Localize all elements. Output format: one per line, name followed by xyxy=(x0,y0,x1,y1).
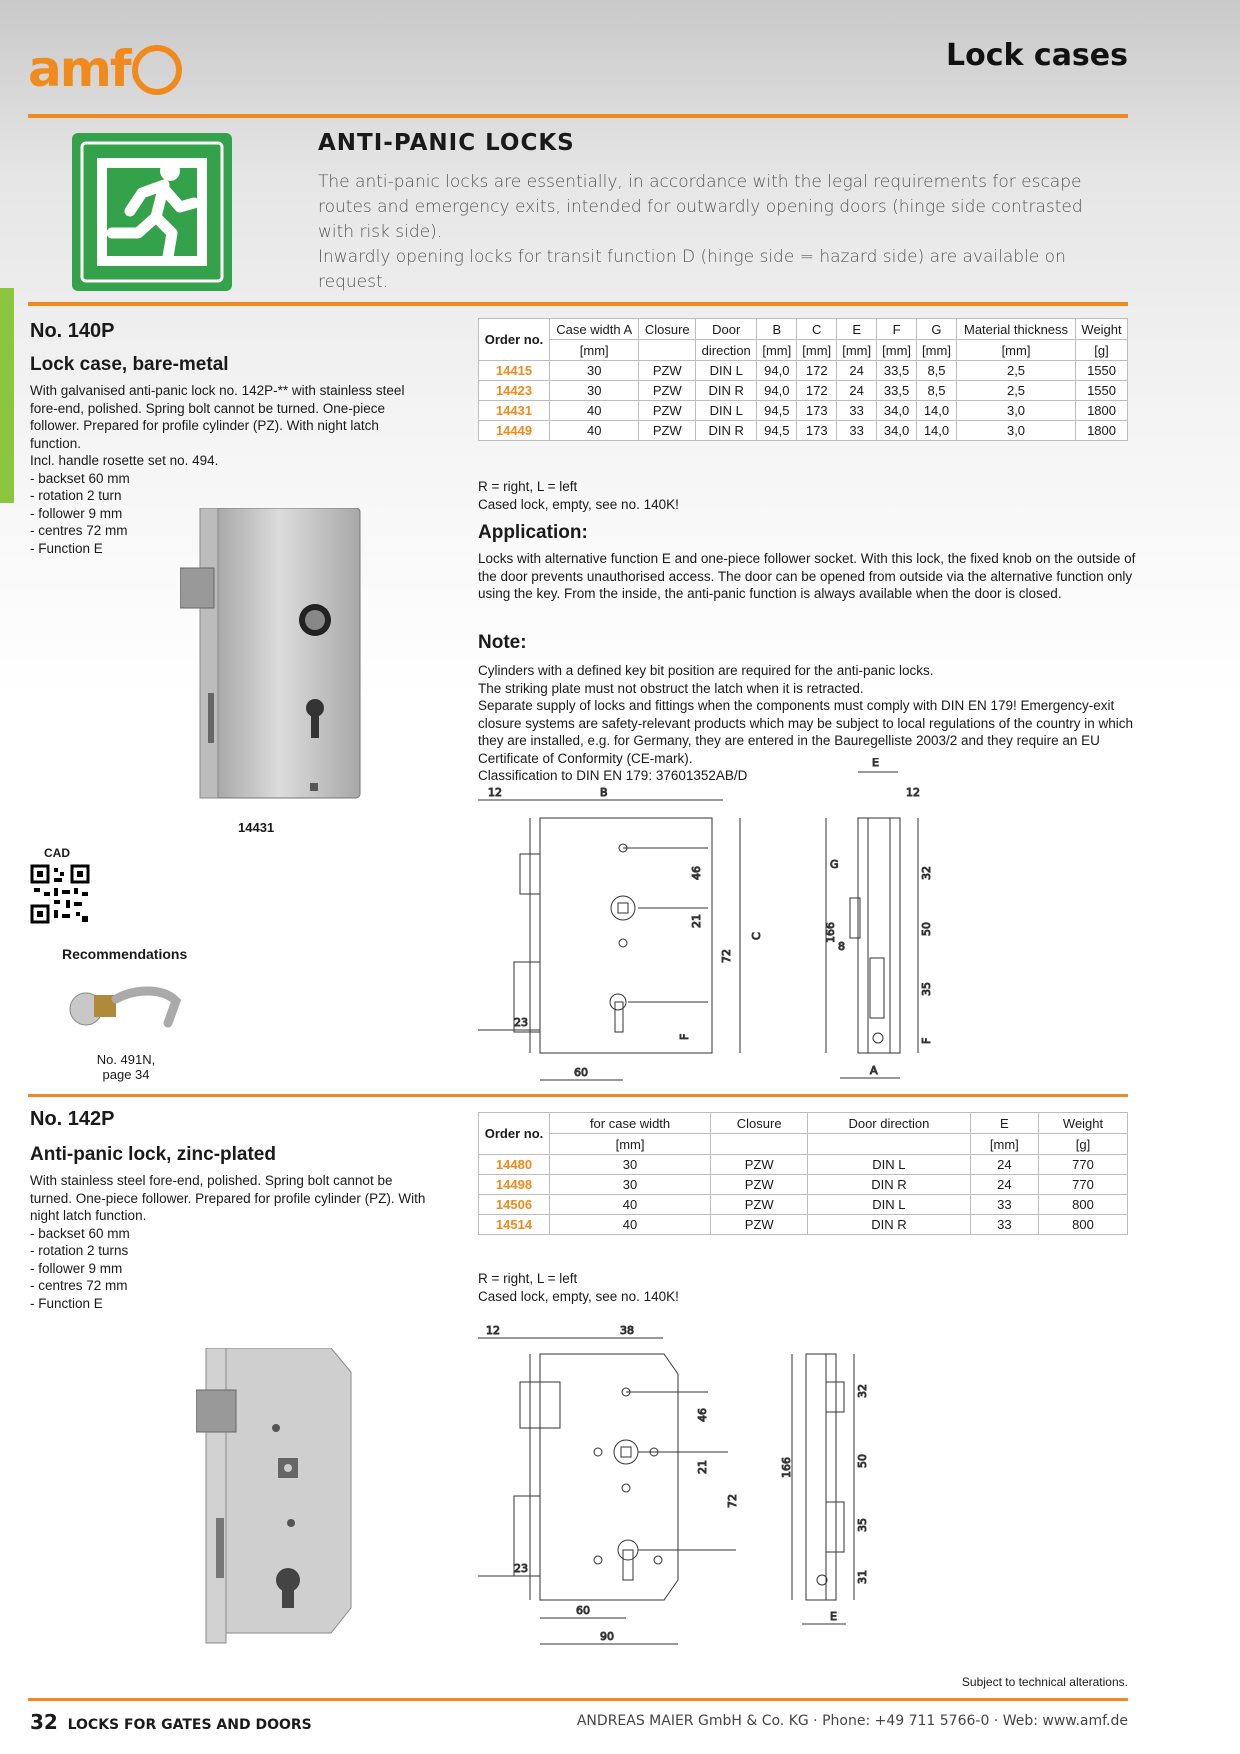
note-line: R = right, L = left xyxy=(478,479,578,494)
logo-ring-icon xyxy=(132,45,182,95)
col-header: E xyxy=(837,319,877,340)
table-cell: 1800 xyxy=(1076,421,1128,441)
desc-line: - Function E xyxy=(30,1295,103,1311)
note-item: Separate supply of locks and fittings when the components must comply with DIN EN 179! Emergency-exit closure systems are safety-relevant products which may be subject to local regulations of the country in which they are installed, e.g. for Germany, they are entered in the Bauregelliste 2003/2 and they require an EU Certificate of Conformity (CE-mark). xyxy=(478,698,1134,766)
col-header: G xyxy=(917,319,957,340)
table-cell: 770 xyxy=(1039,1175,1128,1195)
section-name: LOCKS FOR GATES AND DOORS xyxy=(67,1717,312,1733)
intro-text xyxy=(318,170,1118,295)
page-title: Lock cases xyxy=(946,38,1128,73)
table-cell: 34,0 xyxy=(877,401,917,421)
table-cell: 30 xyxy=(550,1175,711,1195)
intro-para-1: The anti-panic locks are essentially, in accordance with the legal requirements for escape routes and emergency exits, intended for outwardly opening doors (hinge side contrasted with risk side). xyxy=(318,172,1083,242)
qr-code-icon[interactable] xyxy=(30,864,90,929)
section-heading: ANTI-PANIC LOCKS xyxy=(318,130,575,156)
table-cell: 1550 xyxy=(1076,361,1128,381)
col-header: Case width A xyxy=(550,319,639,340)
intro-para-2: Inwardly opening locks for transit function D (hinge side = hazard side) are available on request. xyxy=(318,247,1066,292)
table-notes-142p xyxy=(478,1270,679,1305)
intro-rule xyxy=(28,302,1128,306)
col-unit: [mm] xyxy=(550,340,639,361)
table-cell: 94,5 xyxy=(757,421,797,441)
table-cell: PZW xyxy=(711,1195,808,1215)
col-header: C xyxy=(797,319,837,340)
col-header: Door xyxy=(696,319,757,340)
note-item: Classification to DIN EN 179: 37601352AB/D xyxy=(478,768,748,783)
col-header: Closure xyxy=(639,319,696,340)
table-cell: DIN R xyxy=(696,421,757,441)
section-rule xyxy=(28,1094,1128,1097)
dim-label: 166 xyxy=(780,1457,793,1478)
table-cell: 30 xyxy=(550,1155,711,1175)
order-number-link[interactable]: 14423 xyxy=(479,381,550,401)
amf-logo: amf xyxy=(28,44,182,98)
order-number-link[interactable]: 14498 xyxy=(479,1175,550,1195)
order-number-link[interactable]: 14480 xyxy=(479,1155,550,1175)
dim-label: 21 xyxy=(690,914,703,928)
table-cell: 30 xyxy=(550,361,639,381)
col-header: Closure xyxy=(711,1113,808,1134)
table-cell: 30 xyxy=(550,381,639,401)
dim-label: 12 xyxy=(906,786,920,799)
disclaimer: Subject to technical alterations. xyxy=(961,1675,1128,1689)
product-desc-142p xyxy=(30,1172,430,1312)
product-title-140p: Lock case, bare-metal xyxy=(30,354,229,375)
col-header: Material thickness xyxy=(956,319,1075,340)
table-cell: 94,5 xyxy=(757,401,797,421)
table-cell: 172 xyxy=(797,381,837,401)
dim-label: 38 xyxy=(620,1324,634,1337)
desc-line: With galvanised anti-panic lock no. 142P-** with stainless steel fore-end, polished. Spring bolt cannot be turned. One-piece follower. Prepared for profile cylinder (PZ). With night latch function. xyxy=(30,383,405,451)
table-cell: PZW xyxy=(639,421,696,441)
table-cell: DIN L xyxy=(696,361,757,381)
col-unit: [mm] xyxy=(970,1134,1038,1155)
col-unit xyxy=(808,1134,970,1155)
anti-panic-lock-photo xyxy=(196,1348,366,1653)
table-row xyxy=(479,1215,1128,1235)
desc-line: - backset 60 mm xyxy=(30,470,130,486)
dim-label: 72 xyxy=(726,1494,739,1508)
note-heading: Note: xyxy=(478,632,527,653)
col-header: F xyxy=(877,319,917,340)
dim-label: 23 xyxy=(514,1016,528,1029)
dim-label: 8 xyxy=(838,940,845,953)
col-unit: [mm] xyxy=(757,340,797,361)
dim-label: E xyxy=(872,758,879,769)
table-row xyxy=(479,1155,1128,1175)
dim-label: F xyxy=(920,1037,933,1044)
col-header: Weight xyxy=(1076,319,1128,340)
col-unit: direction xyxy=(696,340,757,361)
col-order: Order no. xyxy=(479,319,550,361)
dim-label: A xyxy=(870,1064,878,1077)
dim-label: 32 xyxy=(856,1384,869,1398)
col-unit: [mm] xyxy=(917,340,957,361)
note-item: The striking plate must not obstruct the latch when it is retracted. xyxy=(478,680,864,696)
table-cell: 3,0 xyxy=(956,421,1075,441)
table-cell: 33,5 xyxy=(877,381,917,401)
table-cell: DIN R xyxy=(808,1175,970,1195)
caption-line: No. 491N, xyxy=(96,1052,156,1067)
col-unit: [mm] xyxy=(877,340,917,361)
page-number: 32 xyxy=(30,1710,58,1734)
table-cell: 2,5 xyxy=(956,361,1075,381)
cad-label: CAD xyxy=(44,846,70,860)
table-cell: 24 xyxy=(970,1175,1038,1195)
table-row xyxy=(479,1195,1128,1215)
table-cell: PZW xyxy=(639,401,696,421)
table-cell: PZW xyxy=(639,361,696,381)
product-title-142p: Anti-panic lock, zinc-plated xyxy=(30,1144,276,1165)
table-cell: 34,0 xyxy=(877,421,917,441)
dim-label: C xyxy=(750,932,763,940)
table-cell: 94,0 xyxy=(757,361,797,381)
desc-line: - centres 72 mm xyxy=(30,523,128,538)
table-cell: 173 xyxy=(797,401,837,421)
table-row xyxy=(479,401,1128,421)
emergency-exit-sign-icon xyxy=(72,133,232,291)
table-cell: 33 xyxy=(837,401,877,421)
order-number-link[interactable]: 14449 xyxy=(479,421,550,441)
table-cell: 33 xyxy=(970,1215,1038,1235)
dim-label: 90 xyxy=(600,1630,614,1643)
dim-label: 23 xyxy=(514,1562,528,1575)
table-cell: 172 xyxy=(797,361,837,381)
table-cell: 770 xyxy=(1039,1155,1128,1175)
table-cell: 1800 xyxy=(1076,401,1128,421)
table-cell: DIN R xyxy=(696,381,757,401)
dim-label: F xyxy=(678,1033,691,1040)
desc-line: - centres 72 mm xyxy=(30,1278,128,1293)
lock-case-photo xyxy=(180,508,380,813)
order-number-link[interactable]: 14514 xyxy=(479,1215,550,1235)
dim-label: 12 xyxy=(488,786,502,799)
dim-label: B xyxy=(600,786,608,799)
table-cell: 40 xyxy=(550,401,639,421)
col-header: Door direction xyxy=(808,1113,970,1134)
dim-label: 12 xyxy=(486,1324,500,1337)
section-marker xyxy=(0,288,14,503)
desc-line: - Function E xyxy=(30,540,103,556)
table-cell: 1550 xyxy=(1076,381,1128,401)
recommendations-label: Recommendations xyxy=(62,946,188,962)
col-unit: [g] xyxy=(1076,340,1128,361)
table-cell: 33,5 xyxy=(877,361,917,381)
technical-drawing-142p xyxy=(478,1318,898,1663)
handle-knob-photo[interactable] xyxy=(64,975,194,1036)
technical-drawing-140p xyxy=(478,758,958,1093)
table-cell: DIN R xyxy=(808,1215,970,1235)
order-number-link[interactable]: 14506 xyxy=(479,1195,550,1215)
desc-line: - rotation 2 turns xyxy=(30,1243,129,1258)
desc-line: - follower 9 mm xyxy=(30,505,123,521)
note-line: Cased lock, empty, see no. 140K! xyxy=(478,1288,679,1304)
header-rule xyxy=(28,114,1128,118)
desc-line: - backset 60 mm xyxy=(30,1225,130,1241)
table-cell: 94,0 xyxy=(757,381,797,401)
product-number-140p: No. 140P xyxy=(30,320,115,342)
dim-label: 35 xyxy=(920,982,933,996)
spec-table-140p xyxy=(478,318,1128,441)
table-notes-140p xyxy=(478,478,679,513)
dim-label: 60 xyxy=(574,1066,588,1079)
table-row xyxy=(479,1175,1128,1195)
desc-line: - follower 9 mm xyxy=(30,1260,123,1276)
table-cell: 33 xyxy=(837,421,877,441)
table-cell: 24 xyxy=(970,1155,1038,1175)
desc-line: - rotation 2 turn xyxy=(30,488,122,503)
table-cell: 173 xyxy=(797,421,837,441)
dim-label: G xyxy=(830,858,839,871)
dim-label: 21 xyxy=(696,1460,709,1474)
table-cell: 33 xyxy=(970,1195,1038,1215)
col-unit: [mm] xyxy=(550,1134,711,1155)
table-cell: PZW xyxy=(711,1215,808,1235)
dim-label: E xyxy=(830,1610,837,1623)
dim-label: 72 xyxy=(720,949,733,963)
table-cell: PZW xyxy=(639,381,696,401)
table-cell: 800 xyxy=(1039,1195,1128,1215)
table-cell: PZW xyxy=(711,1155,808,1175)
table-cell: 3,0 xyxy=(956,401,1075,421)
application-text: Locks with alternative function E and one-piece follower socket. With this lock, the fixed knob on the outside of the door prevents unauthorised access. The door can be opened from outside via the alternative function only using the key. From the inside, the anti-panic function is always available when the door is closed. xyxy=(478,551,1136,601)
note-line: Cased lock, empty, see no. 140K! xyxy=(478,496,679,512)
order-number-link[interactable]: 14415 xyxy=(479,361,550,381)
product-number-142p: No. 142P xyxy=(30,1108,115,1130)
dim-label: 31 xyxy=(856,1570,869,1584)
dim-label: 46 xyxy=(696,1408,709,1422)
col-unit xyxy=(711,1134,808,1155)
order-number-link[interactable]: 14431 xyxy=(479,401,550,421)
table-cell: 800 xyxy=(1039,1215,1128,1235)
table-cell: 40 xyxy=(550,421,639,441)
note-item: Cylinders with a defined key bit position are required for the anti-panic locks. xyxy=(478,663,934,678)
table-cell: 8,5 xyxy=(917,381,957,401)
table-row xyxy=(479,421,1128,441)
dim-label: 166 xyxy=(824,922,837,943)
note-line: R = right, L = left xyxy=(478,1271,578,1286)
col-unit: [g] xyxy=(1039,1134,1128,1155)
col-unit: [mm] xyxy=(956,340,1075,361)
dim-label: 46 xyxy=(690,866,703,880)
footer-company: ANDREAS MAIER GmbH & Co. KG · Phone: +49 711 5766-0 · Web: www.amf.de xyxy=(576,1713,1128,1729)
caption-line: page 34 xyxy=(102,1067,150,1082)
table-cell: DIN L xyxy=(808,1155,970,1175)
dim-label: 32 xyxy=(920,866,933,880)
table-cell: 2,5 xyxy=(956,381,1075,401)
spec-table-142p xyxy=(478,1112,1128,1235)
application-heading: Application: xyxy=(478,522,588,543)
table-row xyxy=(479,381,1128,401)
table-cell: 24 xyxy=(837,361,877,381)
col-header: B xyxy=(757,319,797,340)
table-cell: DIN L xyxy=(696,401,757,421)
dim-label: 50 xyxy=(920,922,933,936)
col-header: Weight xyxy=(1039,1113,1128,1134)
footer-rule xyxy=(28,1698,1128,1701)
desc-line: Incl. handle rosette set no. 494. xyxy=(30,453,219,468)
dim-label: 60 xyxy=(576,1604,590,1617)
table-cell: 8,5 xyxy=(917,361,957,381)
table-cell: 14,0 xyxy=(917,421,957,441)
col-order: Order no. xyxy=(479,1113,550,1155)
col-header: E xyxy=(970,1113,1038,1134)
col-unit: [mm] xyxy=(837,340,877,361)
recommendation-caption xyxy=(76,1052,176,1082)
col-unit xyxy=(639,340,696,361)
photo-caption: 14431 xyxy=(238,820,275,835)
desc-line: With stainless steel fore-end, polished. Spring bolt cannot be turned. One-piece follower. Prepared for profile cylinder (PZ). With night latch function. xyxy=(30,1173,426,1223)
dim-label: 35 xyxy=(856,1518,869,1532)
table-cell: 40 xyxy=(550,1195,711,1215)
table-cell: 24 xyxy=(837,381,877,401)
footer-section xyxy=(30,1710,312,1734)
table-row xyxy=(479,361,1128,381)
dim-label: 50 xyxy=(856,1454,869,1468)
table-cell: DIN L xyxy=(808,1195,970,1215)
table-cell: PZW xyxy=(711,1175,808,1195)
col-unit: [mm] xyxy=(797,340,837,361)
table-cell: 14,0 xyxy=(917,401,957,421)
col-header: for case width xyxy=(550,1113,711,1134)
table-cell: 40 xyxy=(550,1215,711,1235)
